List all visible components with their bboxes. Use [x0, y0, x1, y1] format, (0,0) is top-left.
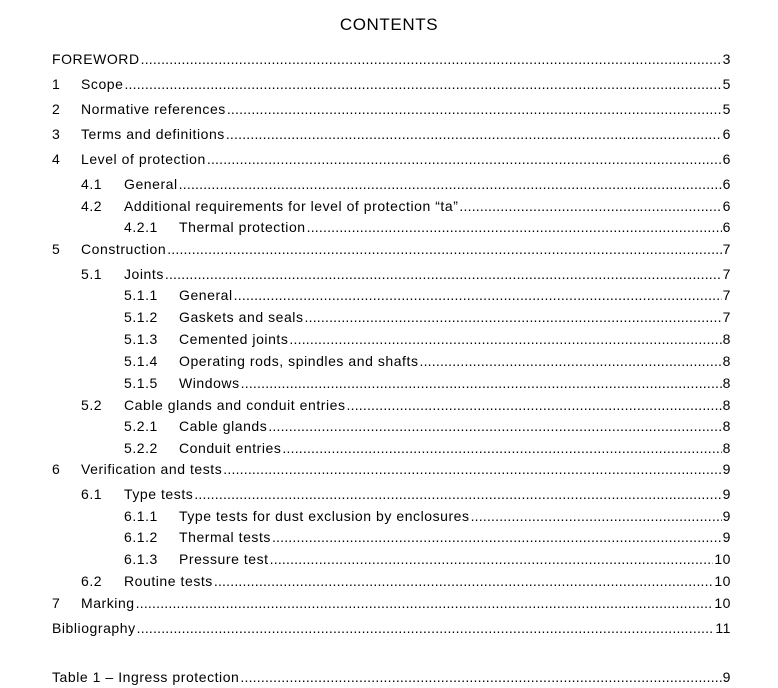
dot-leader: [471, 508, 722, 524]
toc-entry-6-1-type-tests[interactable]: [81, 486, 731, 504]
toc-entry-page: 5: [722, 101, 731, 117]
toc-entry-number: 5.2: [81, 397, 103, 413]
toc-entry-6-1-1-dust-exclusion[interactable]: [124, 508, 731, 526]
dot-leader: [124, 76, 721, 92]
toc-entry-title: Windows: [179, 375, 240, 391]
dot-leader: [347, 397, 722, 413]
toc-entry-bibliography[interactable]: [52, 620, 731, 638]
toc-entry-title: Construction: [81, 241, 167, 257]
toc-entry-title: Conduit entries: [179, 440, 282, 456]
toc-entry-number: 5.1.2: [124, 309, 158, 325]
toc-entry-title: Joints: [124, 266, 164, 282]
dot-leader: [136, 595, 714, 611]
toc-entry-page: 10: [714, 595, 731, 611]
dot-leader: [272, 529, 722, 545]
toc-entry-number: 6.1.2: [124, 529, 158, 545]
dot-leader: [289, 331, 721, 347]
toc-entry-title: Level of protection: [81, 151, 206, 167]
toc-entry-page: 6: [722, 198, 731, 214]
toc-entry-page: 8: [722, 397, 731, 413]
page-title: CONTENTS: [339, 15, 439, 34]
toc-entry-level-of-protection[interactable]: [52, 151, 731, 169]
dot-leader: [167, 241, 721, 257]
dot-leader: [420, 353, 722, 369]
toc-entry-terms-and-definitions[interactable]: [52, 126, 731, 144]
toc-entry-number: 5.1.5: [124, 375, 158, 391]
toc-entry-page: 8: [722, 353, 731, 369]
toc-entry-scope[interactable]: [52, 76, 731, 94]
dot-leader: [307, 219, 722, 235]
toc-entry-number: 4.1: [81, 176, 103, 192]
toc-entry-page: 7: [722, 241, 731, 257]
toc-entry-number: 5.2.1: [124, 418, 158, 434]
toc-entry-5-1-1-general[interactable]: [124, 287, 731, 305]
toc-entry-title: Pressure test: [179, 551, 269, 567]
dot-leader: [268, 418, 721, 434]
toc-entry-page: 6: [722, 176, 731, 192]
toc-entry-title: Cable glands: [179, 418, 268, 434]
toc-entry-page: 10: [714, 551, 731, 567]
toc-entry-4-2-1-thermal-protection[interactable]: [124, 219, 731, 237]
dot-leader: [234, 287, 722, 303]
toc-entry-page: 8: [722, 418, 731, 434]
toc-entry-verification-and-tests[interactable]: [52, 461, 731, 479]
toc-entry-number: 5.1.3: [124, 331, 158, 347]
toc-entry-5-2-1-cable-glands[interactable]: [124, 418, 731, 436]
toc-entry-title: Terms and definitions: [81, 126, 225, 142]
toc-entry-4-1-general[interactable]: [81, 176, 731, 194]
toc-entry-number: 2: [52, 101, 61, 117]
toc-entry-5-2-cable-glands-and-conduit-entries[interactable]: [81, 397, 731, 415]
toc-entry-page: 9: [722, 529, 731, 545]
toc-entry-page: 8: [722, 440, 731, 456]
toc-entry-title: Table 1 – Ingress protection: [52, 669, 240, 685]
dot-leader: [270, 551, 714, 567]
toc-entry-6-1-2-thermal-tests[interactable]: [124, 529, 731, 547]
dot-leader: [226, 126, 722, 142]
toc-entry-page: 3: [722, 51, 731, 67]
dot-leader: [305, 309, 722, 325]
toc-entry-number: 6: [52, 461, 61, 477]
toc-entry-number: 6.1.3: [124, 551, 158, 567]
dot-leader: [241, 375, 722, 391]
toc-entry-title: Bibliography: [52, 620, 136, 636]
toc-entry-number: 4.2.1: [124, 219, 158, 235]
toc-entry-title: Additional requirements for level of protection “ta”: [124, 198, 459, 214]
dot-leader: [214, 573, 713, 589]
toc-entry-page: 9: [722, 461, 731, 477]
toc-entry-page: 9: [722, 486, 731, 502]
toc-entry-title: Verification and tests: [81, 461, 223, 477]
dot-leader: [227, 101, 722, 117]
toc-entry-5-1-4-operating-rods[interactable]: [124, 353, 731, 371]
toc-entry-page: 8: [722, 331, 731, 347]
toc-entry-page: 7: [722, 309, 731, 325]
dot-leader: [207, 151, 722, 167]
toc-entry-number: 5.1: [81, 266, 103, 282]
toc-entry-page: 9: [722, 669, 731, 685]
toc-entry-page: 6: [722, 151, 731, 167]
toc-entry-number: 7: [52, 595, 61, 611]
toc-entry-number: 3: [52, 126, 61, 142]
toc-entry-title: Thermal protection: [179, 219, 306, 235]
toc-entry-6-1-3-pressure-test[interactable]: [124, 551, 731, 569]
toc-entry-number: 6.1: [81, 486, 103, 502]
toc-entry-foreword[interactable]: [52, 51, 731, 69]
toc-entry-construction[interactable]: [52, 241, 731, 259]
toc-entry-page: 6: [722, 219, 731, 235]
toc-entry-number: 6.2: [81, 573, 103, 589]
toc-entry-page: 6: [722, 126, 731, 142]
toc-entry-4-2-additional-requirements[interactable]: [81, 198, 731, 216]
dot-leader: [165, 266, 722, 282]
toc-entry-number: 5: [52, 241, 61, 257]
dot-leader: [141, 51, 722, 67]
dot-leader: [459, 198, 721, 214]
toc-entry-number: 5.1.1: [124, 287, 158, 303]
toc-entry-marking[interactable]: [52, 595, 731, 613]
toc-entry-title: Operating rods, spindles and shafts: [179, 353, 419, 369]
dot-leader: [137, 620, 715, 636]
toc-entry-title: General: [124, 176, 178, 192]
toc-entry-page: 7: [722, 287, 731, 303]
toc-entry-page: 11: [715, 620, 731, 636]
toc-entry-title: Marking: [81, 595, 135, 611]
toc-entry-normative-references[interactable]: [52, 101, 731, 119]
toc-entry-title: Cemented joints: [179, 331, 289, 347]
toc-entry-table-1[interactable]: [52, 669, 731, 687]
toc-entry-page: 8: [722, 375, 731, 391]
toc-entry-page: 7: [722, 266, 731, 282]
toc-entry-page: 10: [714, 573, 731, 589]
toc-entry-number: 5.2.2: [124, 440, 158, 456]
toc-entry-number: 4.2: [81, 198, 103, 214]
toc-entry-title: General: [179, 287, 233, 303]
toc-entry-title: Type tests for dust exclusion by enclosures: [179, 508, 470, 524]
dot-leader: [282, 440, 721, 456]
toc-entry-number: 5.1.4: [124, 353, 158, 369]
toc-entry-5-1-joints[interactable]: [81, 266, 731, 284]
toc-entry-number: 4: [52, 151, 61, 167]
toc-entry-5-1-2-gaskets-and-seals[interactable]: [124, 309, 731, 327]
toc-entry-5-1-3-cemented-joints[interactable]: [124, 331, 731, 349]
toc-entry-page: 5: [722, 76, 731, 92]
toc-entry-title: Cable glands and conduit entries: [124, 397, 346, 413]
toc-entry-title: Normative references: [81, 101, 226, 117]
toc-entry-number: 6.1.1: [124, 508, 158, 524]
toc-entry-6-2-routine-tests[interactable]: [81, 573, 731, 591]
toc-entry-title: Routine tests: [124, 573, 213, 589]
toc-entry-page: 9: [722, 508, 731, 524]
toc-entry-title: Type tests: [124, 486, 194, 502]
toc-entry-title: FOREWORD: [52, 51, 140, 67]
toc-entry-number: 1: [52, 76, 61, 92]
toc-entry-title: Thermal tests: [179, 529, 271, 545]
dot-leader: [223, 461, 721, 477]
dot-leader: [194, 486, 721, 502]
toc-entry-5-2-2-conduit-entries[interactable]: [124, 440, 731, 458]
toc-entry-title: Scope: [81, 76, 124, 92]
toc-entry-5-1-5-windows[interactable]: [124, 375, 731, 393]
dot-leader: [179, 176, 722, 192]
dot-leader: [240, 669, 721, 685]
toc-entry-title: Gaskets and seals: [179, 309, 304, 325]
